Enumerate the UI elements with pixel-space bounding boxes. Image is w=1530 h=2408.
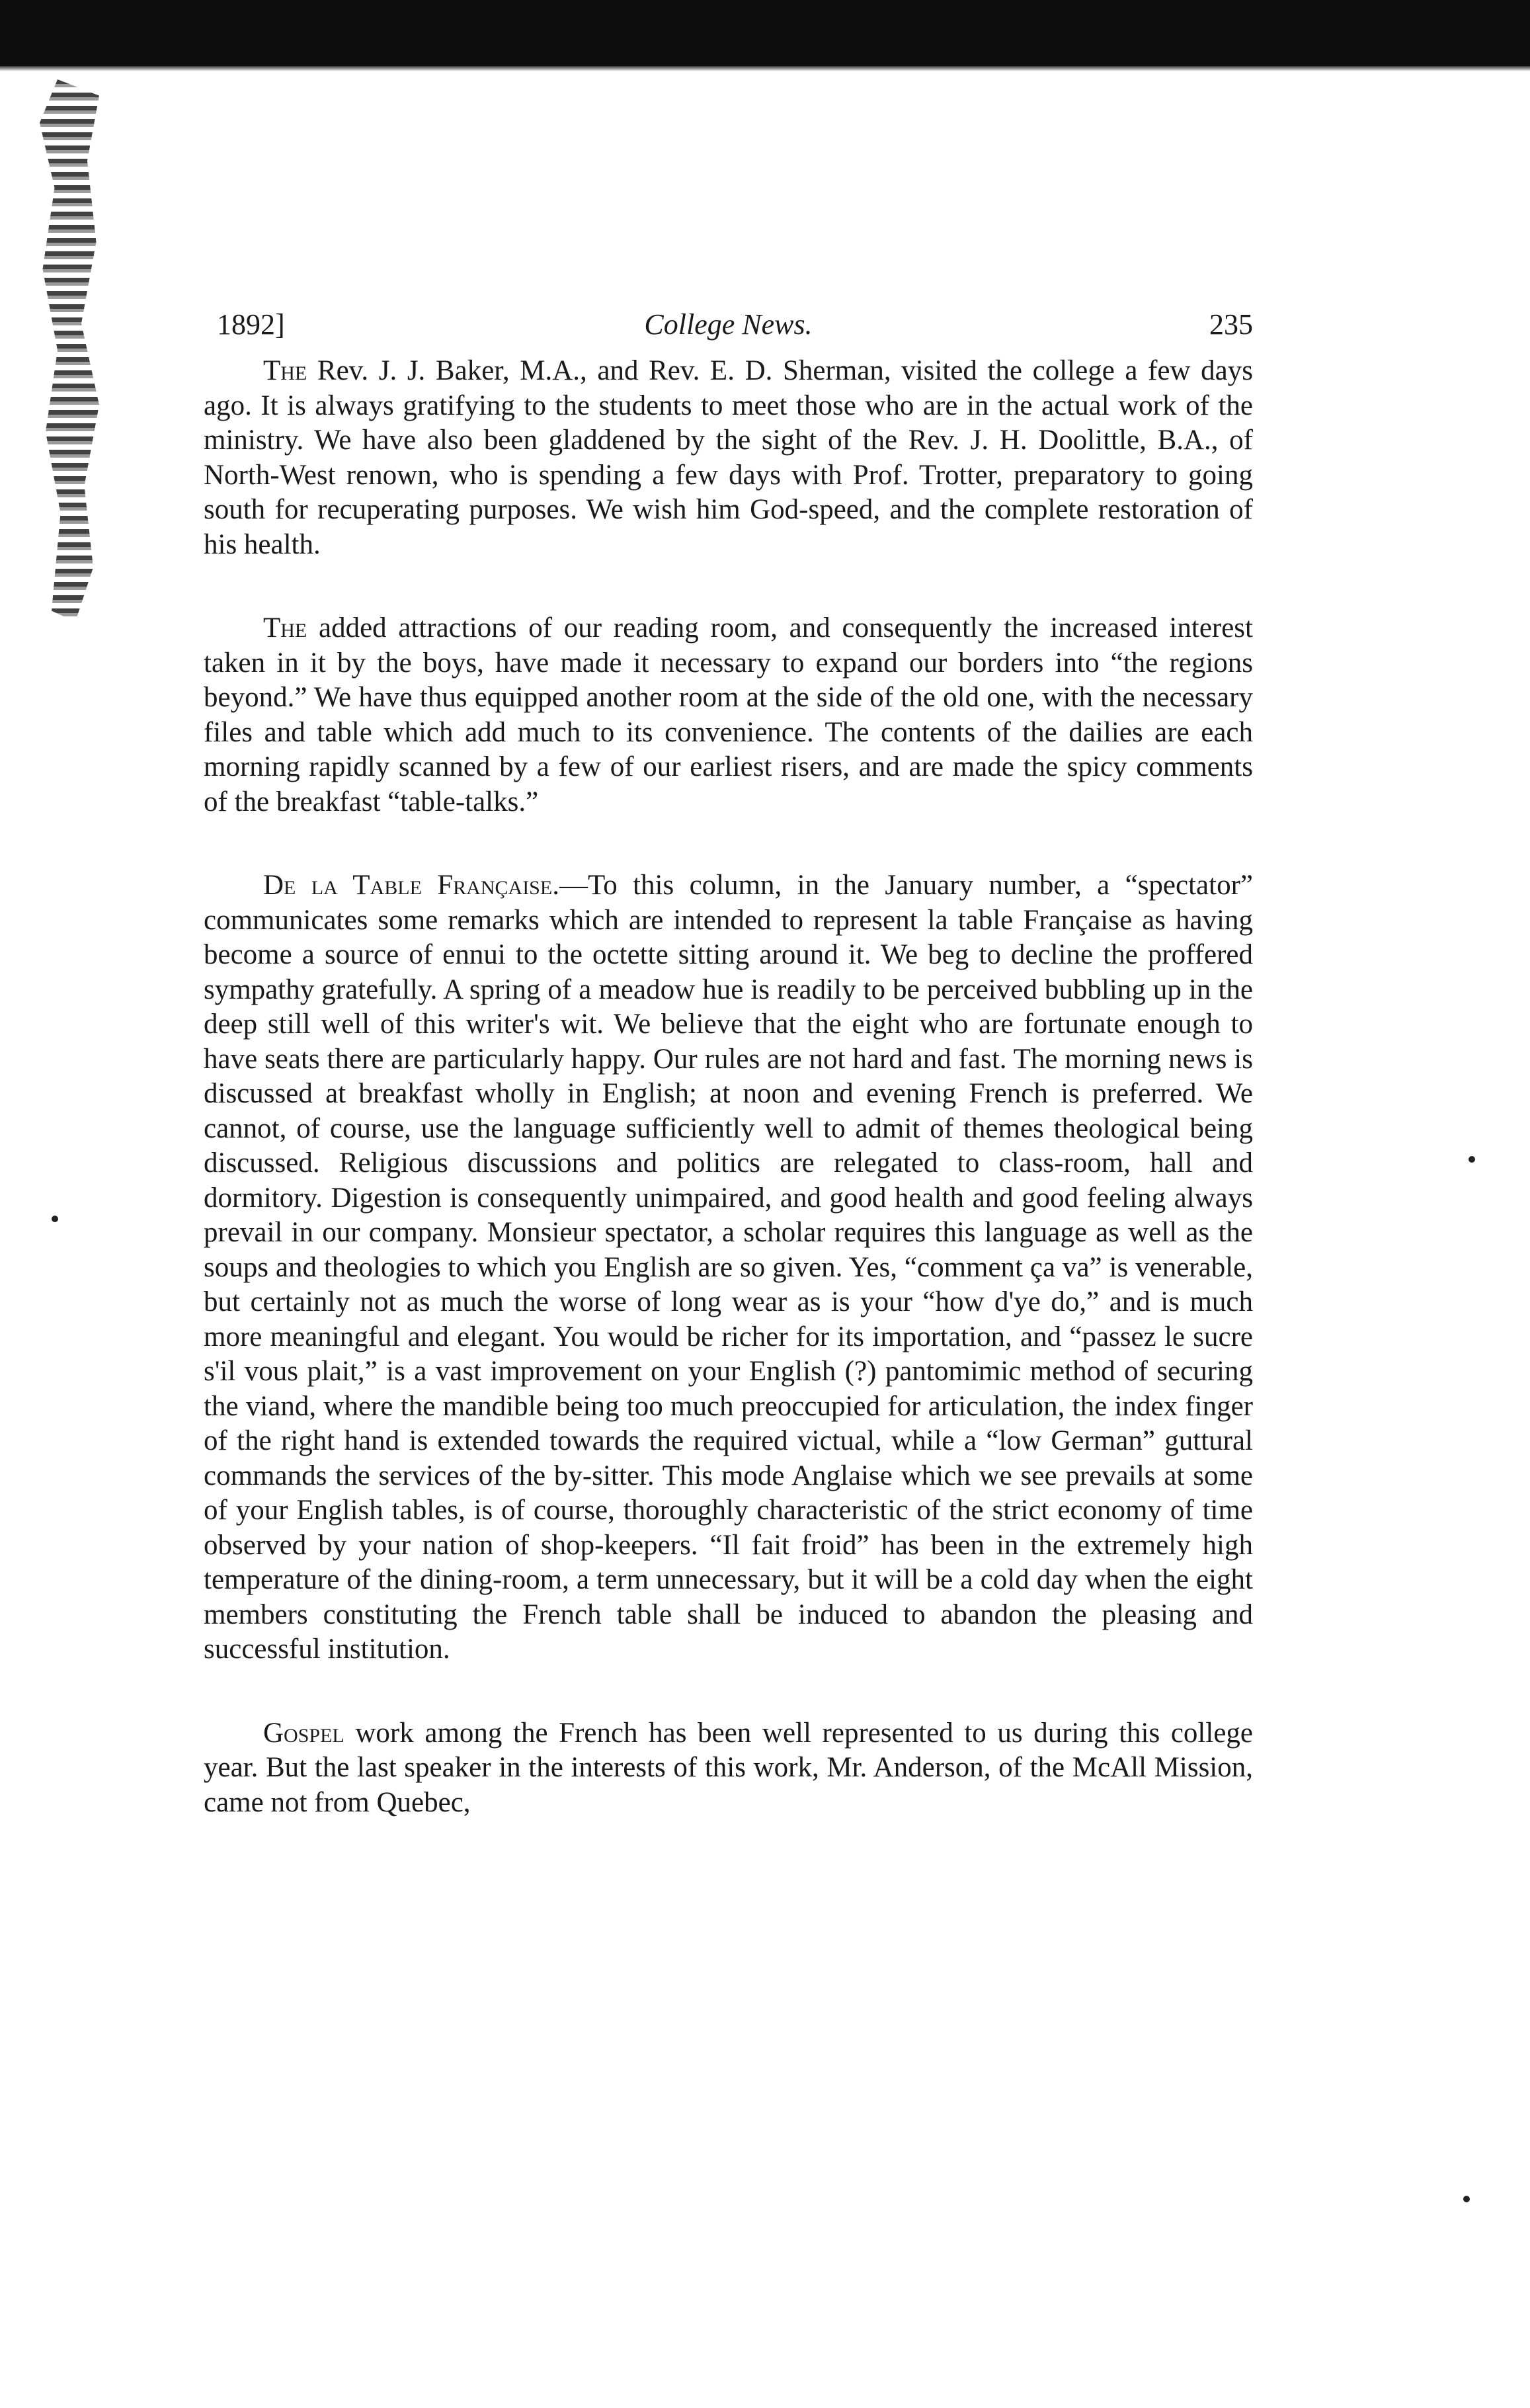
page-number: 235 (1209, 308, 1253, 341)
header-title: College News. (644, 308, 813, 341)
page-body (204, 308, 1253, 1869)
paragraph-lead: The (263, 612, 307, 644)
binding-edge (40, 79, 99, 622)
paragraph-reading-room (204, 611, 1253, 819)
paragraph-visitors (204, 354, 1253, 562)
scan-border-shadow (0, 66, 1530, 71)
running-head (204, 308, 1253, 354)
scan-speck (52, 1216, 58, 1222)
paragraph-text: Rev. J. J. Baker, M.A., and Rev. E. D. Sherman, visited the college a few days ago. It is always gratifying to the students to meet those who are in the actual work of the ministry. We have also been gladdened by the sight of the Rev. J. H. Doolittle, B.A., of North-West renown, who is spending a few days with Prof. Trotter, preparatory to going south for recuperating purposes. We wish him God-speed, and the complete restoration of his health. (204, 355, 1253, 560)
paragraph-lead: Gospel (263, 1717, 344, 1749)
paragraph-lead: De la Table Française. (263, 870, 559, 901)
paragraph-lead: The (263, 355, 307, 386)
scan-top-border (0, 0, 1530, 66)
header-year: 1892] (217, 308, 285, 341)
scan-speck (1463, 2196, 1470, 2202)
paragraph-text: work among the French has been well represented to us during this college year. But the last speaker in the interests of this work, Mr. Anderson, of the McAll Mission, came not from Quebec, (204, 1717, 1253, 1818)
paragraph-table-francaise (204, 868, 1253, 1667)
paragraph-text: —To this column, in the January number, a “spectator” communicates some remarks which are intended to represent la table Française as having become a source of ennui to the octette sitting around it. We beg to decline the proffered sympathy gratefully. A spring of a meadow hue is readily to be perceived bubbling up in the deep still well of this writer's wit. We believe that the eight who are fortunate enough to have seats there are particularly happy. Our rules are not hard and fast. The morning news is discussed at breakfast wholly in English; at noon and evening French is preferred. We cannot, of course, use the language sufficiently well to admit of themes theological being discussed. Religious discussions and politics are relegated to class-room, hall and dormitory. Digestion is consequently unimpaired, and good health and good feeling always prevail in our company. Monsieur spectator, a scholar requires this language as well as the soups and theologies to which you English are so given. Yes, “comment ça va” is venerable, but certainly not as much the worse of long wear as is your “how d'ye do,” and is much more meaningful and elegant. You would be richer for its importation, and “passez le sucre s'il vous plait,” is a vast improvement on your English (?) pantomimic method of securing the viand, where the mandible being too much preoccupied for articulation, the index finger of the right hand is extended towards the required victual, while a “low German” guttural commands the services of the by-sitter. This mode Anglaise which we see prevails at some of your English tables, is of course, thoroughly characteristic of the strict economy of time observed by your nation of shop-keepers. “Il fait froid” has been in the extremely high temperature of the dining-room, a term unnecessary, but it will be a cold day when the eight members constituting the French table shall be induced to abandon the pleasing and successful institution. (204, 870, 1253, 1665)
paragraph-gospel-work (204, 1716, 1253, 1821)
scan-speck (1469, 1156, 1475, 1163)
paragraph-text: added attractions of our reading room, and consequently the increased interest taken in it by the boys, have made it necessary to expand our borders into “the regions beyond.” We have thus equipped another room at the side of the old one, with the necessary files and table which add much to its convenience. The contents of the dailies are each morning rapidly scanned by a few of our earliest risers, and are made the spicy comments of the breakfast “table-talks.” (204, 612, 1253, 817)
